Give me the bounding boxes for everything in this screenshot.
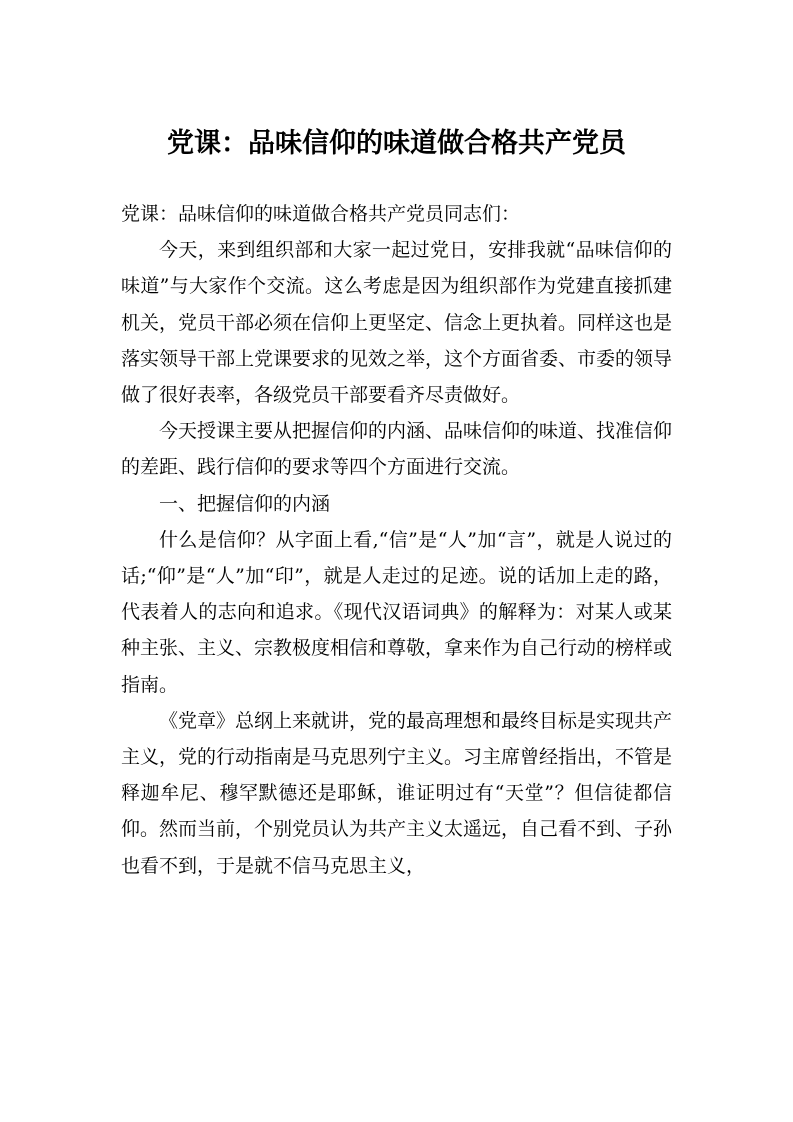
body-paragraph: 今天，来到组织部和大家一起过党日，安排我就“品味信仰的味道”与大家作个交流。这么考虑是因为组织部作为党建直接抓建机关，党员干部必须在信仰上更坚定、信念上更执着。同样这也是落实领导干部上党课要求的见效之举，这个方面省委、市委的领导做了很好表率，各级党员干部要看齐尽责做好。 — [121, 239, 673, 407]
opening-line: 党课：品味信仰的味道做合格共产党员同志们： — [121, 203, 521, 225]
body-paragraph: 《党章》总纲上来就讲，党的最高理想和最终目标是实现共产主义，党的行动指南是马克思列宁主义。习主席曾经指出，不管是释迦牟尼、穆罕默德还是耶稣，谁证明过有“天堂”？但信徒都信仰。然而当前，个别党员认为共产主义太遥远，自己看不到、子孙也看不到，于是就不信马克思主义， — [121, 709, 673, 877]
body-paragraph: 今天授课主要从把握信仰的内涵、品味信仰的味道、找准信仰的差距、践行信仰的要求等四个方面进行交流。 — [121, 420, 673, 479]
document-body — [121, 196, 672, 884]
body-paragraph: 什么是信仰？从字面上看,“信”是“人”加“言”，就是人说过的话;“仰”是“人”加“印”，就是人走过的足迹。说的话加上走的路，代表着人的志向和追求。《现代汉语词典》的解释为：对某人或某种主张、主义、宗教极度相信和尊敬，拿来作为自己行动的榜样或指南。 — [121, 528, 673, 696]
document-title: 党课：品味信仰的味道做合格共产党员 — [167, 128, 626, 159]
section-heading: 一、把握信仰的内涵 — [159, 492, 331, 515]
